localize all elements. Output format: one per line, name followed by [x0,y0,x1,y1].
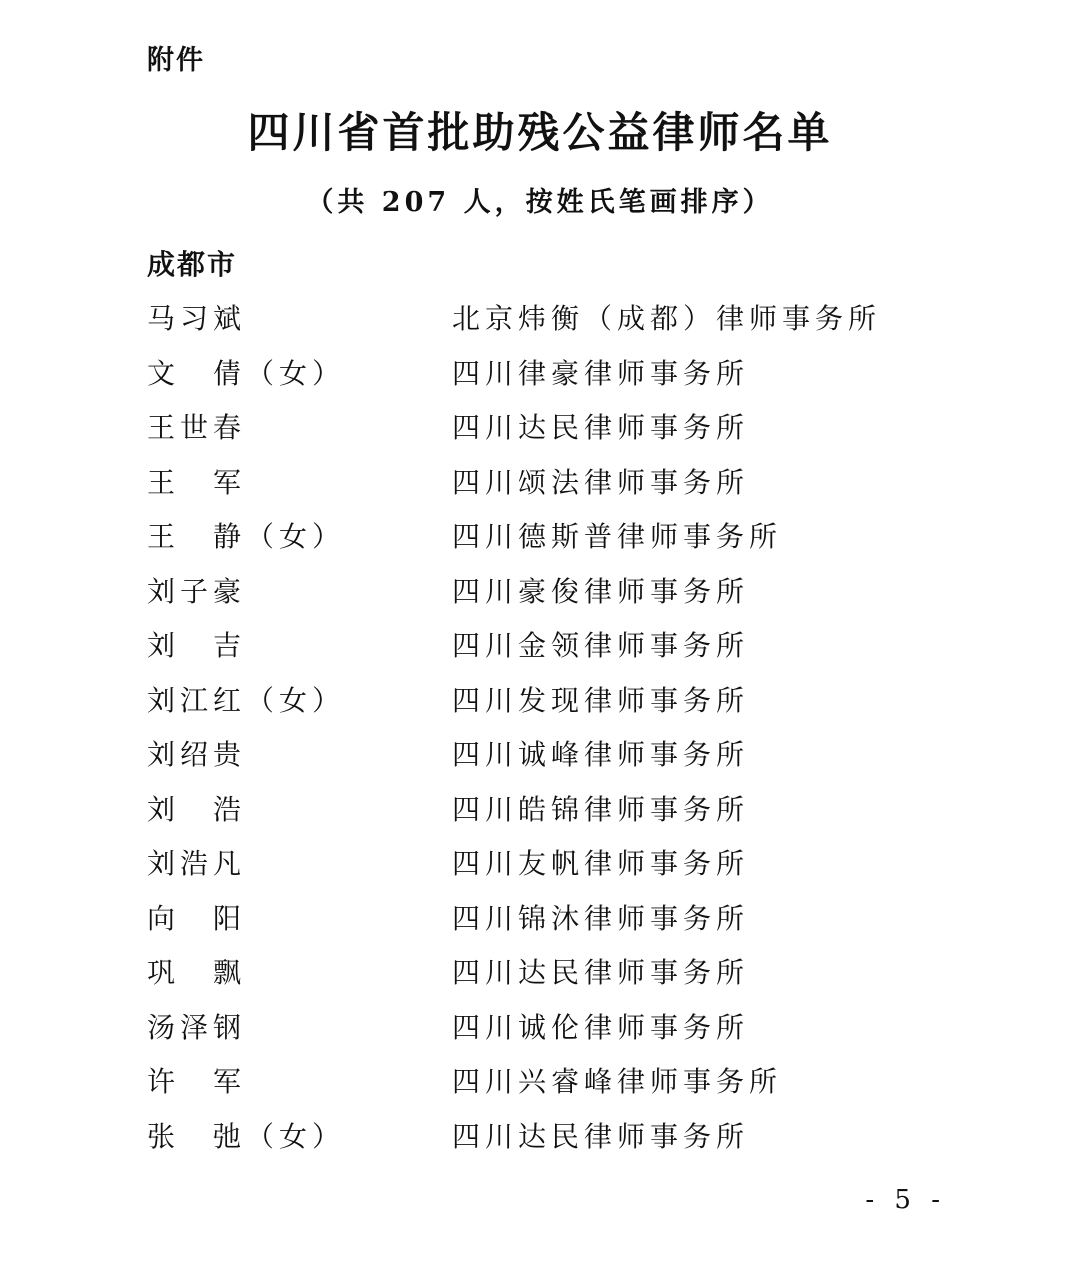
city-heading: 成都市 [147,248,238,281]
law-firm: 四川诚伦律师事务所 [452,1010,750,1044]
law-firm: 四川达民律师事务所 [452,411,750,444]
law-firm: 四川金领律师事务所 [452,629,750,662]
law-firm: 四川皓锦律师事务所 [452,792,750,826]
lawyer-row [147,292,947,347]
lawyer-name: 刘 浩 [147,792,247,826]
page-number: - 5 - [865,1185,946,1215]
lawyer-name: 巩 飘 [147,956,247,989]
lawyer-name: 汤泽钢 [147,1010,247,1044]
lawyer-name: 王 静（女） [147,520,346,553]
lawyer-row [147,1055,947,1110]
lawyer-name: 文 倩（女） [147,356,346,390]
lawyer-name: 刘 吉 [147,629,247,662]
law-firm: 四川发现律师事务所 [452,683,750,717]
law-firm: 北京炜衡（成都）律师事务所 [452,302,882,335]
lawyer-name: 王世春 [147,411,247,444]
lawyer-row [147,456,947,511]
law-firm: 四川达民律师事务所 [452,956,750,989]
law-firm: 四川锦沐律师事务所 [452,901,750,935]
lawyer-name: 王 军 [147,465,247,499]
lawyer-list [147,292,947,1164]
law-firm: 四川律豪律师事务所 [452,356,750,390]
law-firm: 四川颂法律师事务所 [452,465,750,499]
lawyer-name: 马习斌 [147,302,247,335]
lawyer-name: 刘子豪 [147,574,247,608]
attachment-label: 附件 [147,45,205,76]
law-firm: 四川德斯普律师事务所 [452,520,783,553]
law-firm: 四川达民律师事务所 [452,1119,750,1153]
lawyer-row [147,892,947,947]
lawyer-row [147,946,947,1001]
document-subtitle: （共 207 人，按姓氏笔画排序） [306,187,774,218]
lawyer-row [147,401,947,456]
lawyer-name: 刘江红（女） [147,683,346,717]
lawyer-row [147,565,947,620]
lawyer-name: 刘绍贵 [147,738,247,771]
lawyer-row [147,783,947,838]
document-title: 四川省首批助残公益律师名单 [247,108,833,157]
law-firm: 四川豪俊律师事务所 [452,574,750,608]
lawyer-row [147,1001,947,1056]
lawyer-row [147,674,947,729]
lawyer-name: 刘浩凡 [147,847,247,880]
lawyer-row [147,619,947,674]
lawyer-name: 向 阳 [147,901,247,935]
lawyer-row [147,347,947,402]
lawyer-row [147,1110,947,1165]
law-firm: 四川诚峰律师事务所 [452,738,750,771]
lawyer-name: 张 弛（女） [147,1119,346,1153]
lawyer-row [147,837,947,892]
lawyer-row [147,728,947,783]
lawyer-name: 许 军 [147,1065,247,1098]
lawyer-row [147,510,947,565]
law-firm: 四川友帆律师事务所 [452,847,750,880]
law-firm: 四川兴睿峰律师事务所 [452,1065,783,1098]
